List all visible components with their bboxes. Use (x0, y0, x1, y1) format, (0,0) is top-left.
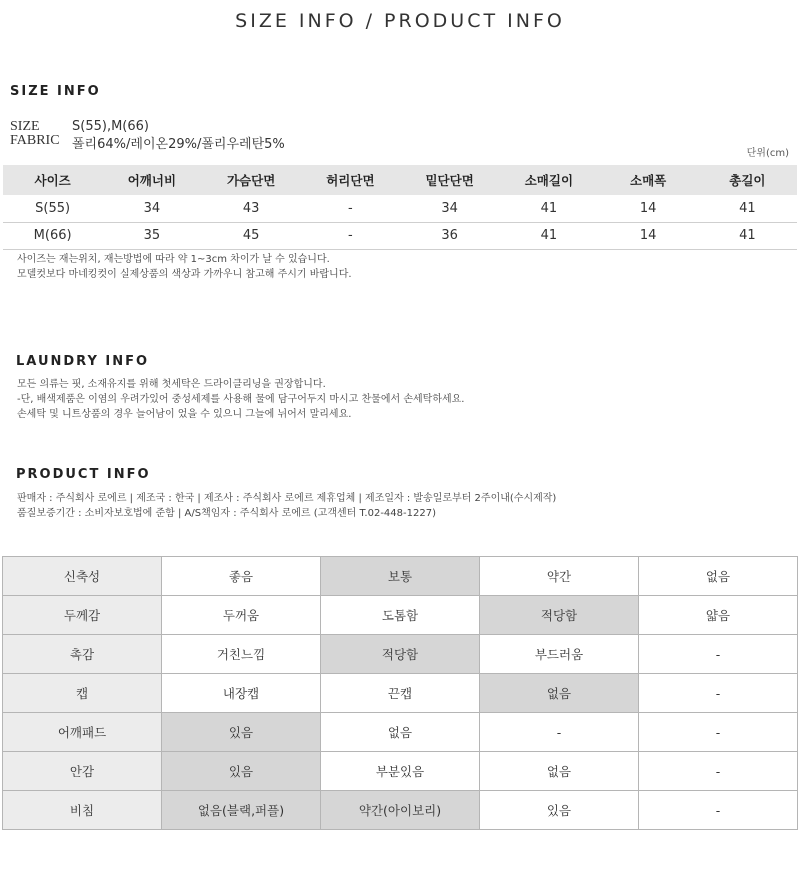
feel-option: 부분있음 (321, 752, 480, 791)
table-cell: M(66) (3, 222, 102, 249)
feel-option: 없음 (321, 713, 480, 752)
table-cell: 36 (400, 222, 499, 249)
note-line: 모델컷보다 마네킹컷이 실제상품의 색상과 가까우니 참고해 주시기 바랍니다. (17, 269, 352, 280)
column-header: 허리단면 (301, 165, 400, 195)
table-cell: 43 (202, 195, 301, 222)
feel-option: - (639, 713, 798, 752)
table-cell: 34 (400, 195, 499, 222)
feel-option: 있음 (162, 752, 321, 791)
feel-option: 적당함 (321, 635, 480, 674)
feel-label: 캡 (3, 674, 162, 713)
feel-option: - (639, 791, 798, 830)
size-info-heading: SIZE INFO (10, 84, 101, 99)
laundry-info-heading: LAUNDRY INFO (16, 354, 150, 369)
laundry-line: 손세탁 및 니트상품의 경우 늘어남이 었을 수 있으니 그늘에 뉘어서 말리세요. (17, 409, 352, 420)
table-cell: - (301, 222, 400, 249)
feel-option: 없음 (480, 752, 639, 791)
note-line: 사이즈는 재는위치, 재는방법에 따라 약 1~3cm 차이가 날 수 있습니다. (17, 254, 330, 265)
column-header: 밑단단면 (400, 165, 499, 195)
product-notes (17, 491, 556, 521)
feel-option: 적당함 (480, 596, 639, 635)
table-row (3, 222, 797, 249)
column-header: 총길이 (698, 165, 797, 195)
table-row (3, 195, 797, 222)
feel-row-thickness (3, 596, 798, 635)
feel-option: - (480, 713, 639, 752)
feel-option: 보통 (321, 557, 480, 596)
feel-row-texture (3, 635, 798, 674)
table-cell: 14 (599, 222, 698, 249)
product-info-heading: PRODUCT INFO (16, 467, 151, 482)
size-notes (17, 252, 352, 282)
column-header: 사이즈 (3, 165, 102, 195)
feel-option: 도톰함 (321, 596, 480, 635)
feel-option: 있음 (162, 713, 321, 752)
feel-option: 약간(아이보리) (321, 791, 480, 830)
feel-option: 좋음 (162, 557, 321, 596)
fabric-feel-table (2, 556, 798, 830)
feel-label: 안감 (3, 752, 162, 791)
size-key: SIZE (10, 119, 40, 134)
laundry-line: -단, 배색제품은 이염의 우려가있어 중성세제를 사용해 물에 담구어두지 마시고 찬물에서 손세탁하세요. (17, 394, 465, 405)
size-value: S(55),M(66) (72, 119, 149, 134)
feel-label: 신축성 (3, 557, 162, 596)
table-cell: 41 (499, 222, 598, 249)
table-cell: 41 (698, 195, 797, 222)
feel-label: 촉감 (3, 635, 162, 674)
column-header: 소매길이 (499, 165, 598, 195)
column-header: 가슴단면 (202, 165, 301, 195)
table-cell: 35 (102, 222, 201, 249)
feel-option: 끈캡 (321, 674, 480, 713)
feel-option: - (639, 674, 798, 713)
feel-option: 있음 (480, 791, 639, 830)
feel-option: 없음 (639, 557, 798, 596)
feel-option: 부드러움 (480, 635, 639, 674)
product-line: 품질보증기간 : 소비자보호법에 준함 | A/S책임자 : 주식회사 로에르 (고객센터 T.02-448-1227) (17, 508, 436, 519)
table-cell: - (301, 195, 400, 222)
feel-option: - (639, 752, 798, 791)
feel-option: 얇음 (639, 596, 798, 635)
feel-option: - (639, 635, 798, 674)
column-header: 어깨너비 (102, 165, 201, 195)
feel-label: 두께감 (3, 596, 162, 635)
feel-label: 비침 (3, 791, 162, 830)
table-cell: 14 (599, 195, 698, 222)
page-title: SIZE INFO / PRODUCT INFO (235, 10, 565, 32)
feel-row-cup (3, 674, 798, 713)
table-cell: S(55) (3, 195, 102, 222)
size-table (3, 165, 797, 250)
table-cell: 41 (698, 222, 797, 249)
feel-option: 거친느낌 (162, 635, 321, 674)
feel-option: 약간 (480, 557, 639, 596)
fabric-key: FABRIC (10, 133, 60, 148)
feel-option: 두꺼움 (162, 596, 321, 635)
feel-row-stretch (3, 557, 798, 596)
fabric-value: 폴리64%/레이온29%/폴리우레탄5% (72, 137, 285, 152)
feel-row-shoulder-pad (3, 713, 798, 752)
column-header: 소매폭 (599, 165, 698, 195)
table-cell: 41 (499, 195, 598, 222)
table-cell: 45 (202, 222, 301, 249)
size-table-header (3, 165, 797, 195)
feel-option: 내장캡 (162, 674, 321, 713)
fabric-spec-row (10, 133, 285, 152)
feel-option: 없음(블랙,퍼플) (162, 791, 321, 830)
feel-option: 없음 (480, 674, 639, 713)
feel-label: 어깨패드 (3, 713, 162, 752)
feel-row-lining (3, 752, 798, 791)
laundry-line: 모든 의류는 핏, 소재유지를 위해 첫세탁은 드라이클리닝을 권장합니다. (17, 379, 326, 390)
product-line: 판매자 : 주식회사 로에르 | 제조국 : 한국 | 제조사 : 주식회사 로에르 제휴업체 | 제조일자 : 발송일로부터 2주이내(수시제작) (17, 493, 557, 504)
table-cell: 34 (102, 195, 201, 222)
laundry-notes (17, 377, 464, 422)
feel-row-see-through (3, 791, 798, 830)
unit-label: 단위(cm) (746, 148, 789, 159)
